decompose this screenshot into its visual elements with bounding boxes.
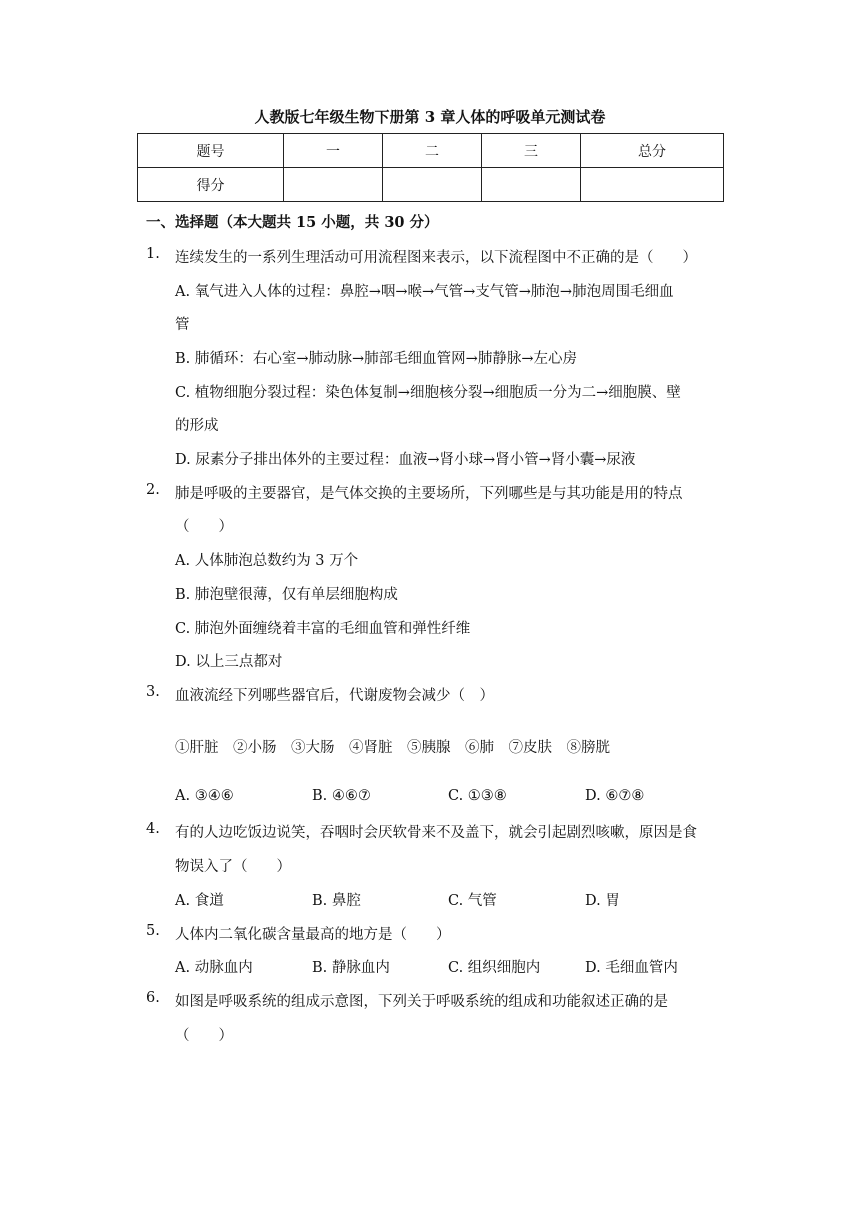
option-c: C. 气管 — [448, 893, 497, 909]
question-stem: 血液流经下列哪些器官后，代谢废物会减少（ ） — [175, 688, 494, 704]
option-b: B. 肺泡壁很薄，仅有单层细胞构成 — [175, 587, 398, 603]
question-number: 4. — [146, 821, 160, 837]
question-stem-continued: （ ） — [175, 519, 233, 535]
score-table-cell: 二 — [383, 134, 482, 168]
option-d: D. 毛细血管内 — [585, 960, 678, 976]
score-input-cell — [284, 168, 383, 202]
option-d: D. 以上三点都对 — [175, 654, 283, 670]
option-d: D. ⑥⑦⑧ — [585, 788, 645, 804]
option-d: D. 尿素分子排出体外的主要过程：血液→肾小球→肾小管→肾小囊→尿液 — [175, 452, 636, 468]
score-table-cell: 总分 — [581, 134, 724, 168]
option-d: D. 胃 — [585, 893, 620, 909]
question-number: 6. — [146, 990, 160, 1006]
section-heading: 一、选择题（本大题共 15 小题，共 30 分） — [146, 214, 439, 231]
question-stem: 人体内二氧化碳含量最高的地方是（ ） — [175, 927, 451, 943]
score-table-cell: 得分 — [138, 168, 284, 202]
score-input-cell — [581, 168, 724, 202]
question-stem: 肺是呼吸的主要器官，是气体交换的主要场所，下列哪些是与其功能是用的特点 — [175, 486, 683, 502]
question-number: 2. — [146, 482, 160, 498]
option-b: B. 鼻腔 — [312, 893, 361, 909]
option-b: B. 静脉血内 — [312, 960, 390, 976]
option-a: A. 动脉血内 — [175, 960, 253, 976]
option-a: A. 人体肺泡总数约为 3 万个 — [175, 553, 359, 569]
option-c: C. 植物细胞分裂过程：染色体复制→细胞核分裂→细胞质一分为二→细胞膜、壁 — [175, 385, 681, 401]
score-input-cell — [482, 168, 581, 202]
question-stem-continued: （ ） — [175, 1028, 233, 1044]
score-table-cell: 题号 — [138, 134, 284, 168]
option-c-continued: 的形成 — [175, 418, 219, 434]
option-a-continued: 管 — [175, 317, 190, 333]
score-input-cell — [383, 168, 482, 202]
question-stem: 有的人边吃饭边说笑，吞咽时会厌软骨来不及盖下，就会引起剧烈咳嗽，原因是食 — [175, 825, 697, 841]
option-c: C. 组织细胞内 — [448, 960, 541, 976]
question-number: 5. — [146, 923, 160, 939]
option-c: C. ①③⑧ — [448, 788, 507, 804]
question-stem: 如图是呼吸系统的组成示意图，下列关于呼吸系统的组成和功能叙述正确的是 — [175, 994, 668, 1010]
question-stem-continued: 物误入了（ ） — [175, 859, 291, 875]
option-b: B. ④⑥⑦ — [312, 788, 371, 804]
option-a: A. 氧气进入人体的过程：鼻腔→咽→喉→气管→支气管→肺泡→肺泡周围毛细血 — [175, 284, 674, 300]
option-a: A. ③④⑥ — [175, 788, 234, 804]
question-number: 3. — [146, 684, 160, 700]
score-table-cell: 一 — [284, 134, 383, 168]
question-number: 1. — [146, 246, 160, 262]
organ-list: ①肝脏 ②小肠 ③大肠 ④肾脏 ⑤胰腺 ⑥肺 ⑦皮肤 ⑧膀胱 — [175, 740, 610, 756]
option-b: B. 肺循环：右心室→肺动脉→肺部毛细血管网→肺静脉→左心房 — [175, 351, 577, 367]
score-table-header-row — [138, 134, 724, 168]
option-a: A. 食道 — [175, 893, 224, 909]
score-table-score-row — [138, 168, 724, 202]
question-stem: 连续发生的一系列生理活动可用流程图来表示，以下流程图中不正确的是（ ） — [175, 250, 697, 266]
option-c: C. 肺泡外面缠绕着丰富的毛细血管和弹性纤维 — [175, 621, 471, 637]
score-table-cell: 三 — [482, 134, 581, 168]
score-table — [137, 133, 724, 202]
page-title: 人教版七年级生物下册第 3 章人体的呼吸单元测试卷 — [254, 108, 606, 126]
